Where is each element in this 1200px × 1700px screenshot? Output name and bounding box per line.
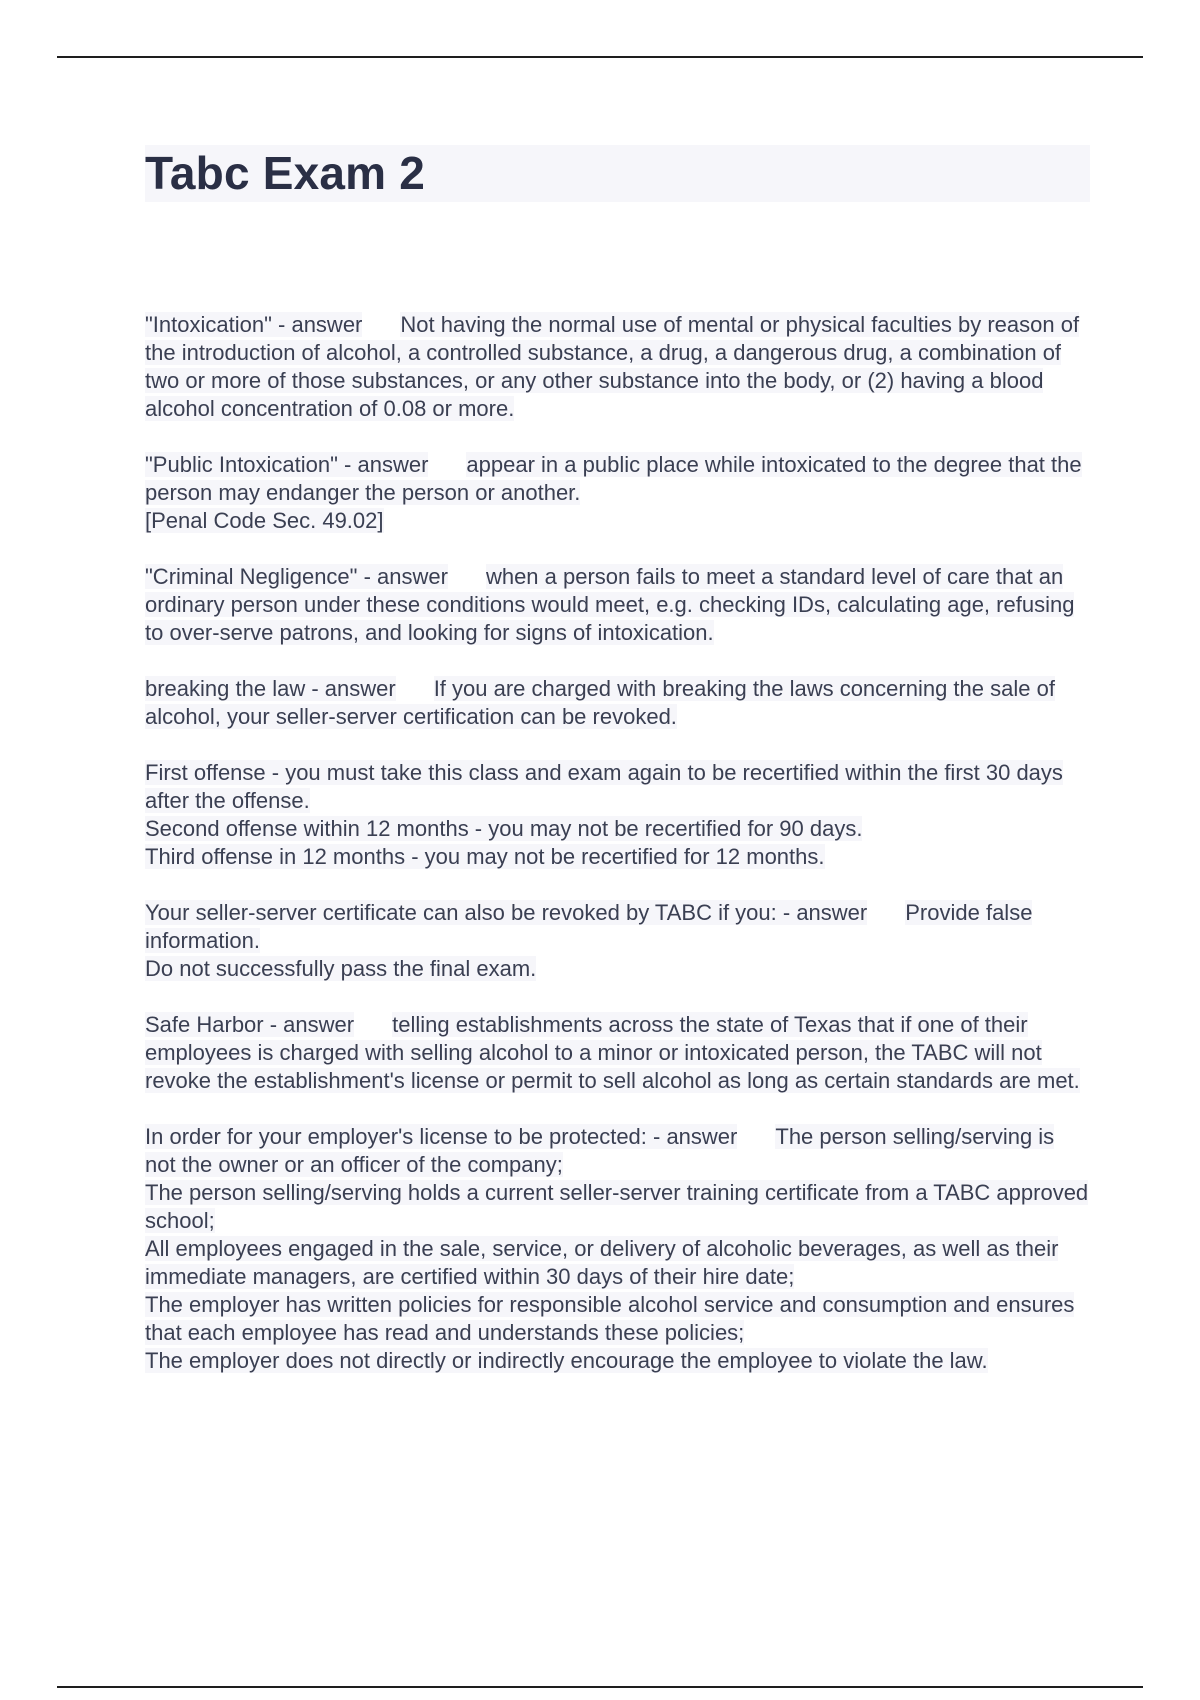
qa-answer: Not having the normal use of mental or physical faculties by reason of the introduction of alcohol, a controlled substance, a drug, a dangerous drug, a combination of two or more of those substances, or any other substance into the body, or (2) having a blood alcohol concentration of 0.08 or more. bbox=[145, 312, 1080, 421]
qa-answer: If you are charged with breaking the laws concerning the sale of alcohol, your seller-server certification can be revoked. First offense - you must take this class and exam again to be recertified within the first 30 days after the offense. Second offense within 12 months - you may not be recertified for 90 days. Third offense in 12 months - you may not be recertified for 12 months. bbox=[145, 676, 1063, 869]
qa-list bbox=[145, 311, 1090, 1403]
qa-answer: appear in a public place while intoxicated to the degree that the person may endanger the person or another. [Penal Code Sec. 49.02] bbox=[145, 452, 1082, 533]
qa-question: Safe Harbor - answer bbox=[145, 1012, 355, 1037]
qa-question: "Public Intoxication" - answer bbox=[145, 452, 429, 477]
qa-item bbox=[145, 675, 1090, 871]
top-rule bbox=[57, 56, 1143, 58]
qa-item bbox=[145, 563, 1090, 647]
qa-question: breaking the law - answer bbox=[145, 676, 396, 701]
qa-question: "Intoxication" - answer bbox=[145, 312, 363, 337]
page-title: Tabc Exam 2 bbox=[145, 147, 426, 199]
qa-item bbox=[145, 899, 1090, 983]
qa-answer: The person selling/serving is not the owner or an officer of the company; The person selling/serving holds a current seller-server training certificate from a TABC approved school; All employees engaged in the sale, service, or delivery of alcoholic beverages, as well as their immediate managers, are certified within 30 days of their hire date; The employer has written policies for responsible alcohol service and consumption and ensures that each employee has read and understands these policies; The employer does not directly or indirectly encourage the employee to violate the law. bbox=[145, 1124, 1089, 1373]
qa-item bbox=[145, 1123, 1090, 1375]
qa-answer: telling establishments across the state of Texas that if one of their employees is charged with selling alcohol to a minor or intoxicated person, the TABC will not revoke the establishment's license or permit to sell alcohol as long as certain standards are met. bbox=[145, 1012, 1080, 1093]
qa-answer: Provide false information. Do not successfully pass the final exam. bbox=[145, 900, 1033, 981]
qa-question: "Criminal Negligence" - answer bbox=[145, 564, 448, 589]
qa-item bbox=[145, 451, 1090, 535]
qa-question: In order for your employer's license to be protected: - answer bbox=[145, 1124, 738, 1149]
qa-item bbox=[145, 311, 1090, 423]
bottom-rule bbox=[57, 1686, 1143, 1688]
qa-answer: when a person fails to meet a standard level of care that an ordinary person under these conditions would meet, e.g. checking IDs, calculating age, refusing to over-serve patrons, and looking for signs of intoxication. bbox=[145, 564, 1075, 645]
qa-item bbox=[145, 1011, 1090, 1095]
qa-question: Your seller-server certificate can also be revoked by TABC if you: - answer bbox=[145, 900, 868, 925]
